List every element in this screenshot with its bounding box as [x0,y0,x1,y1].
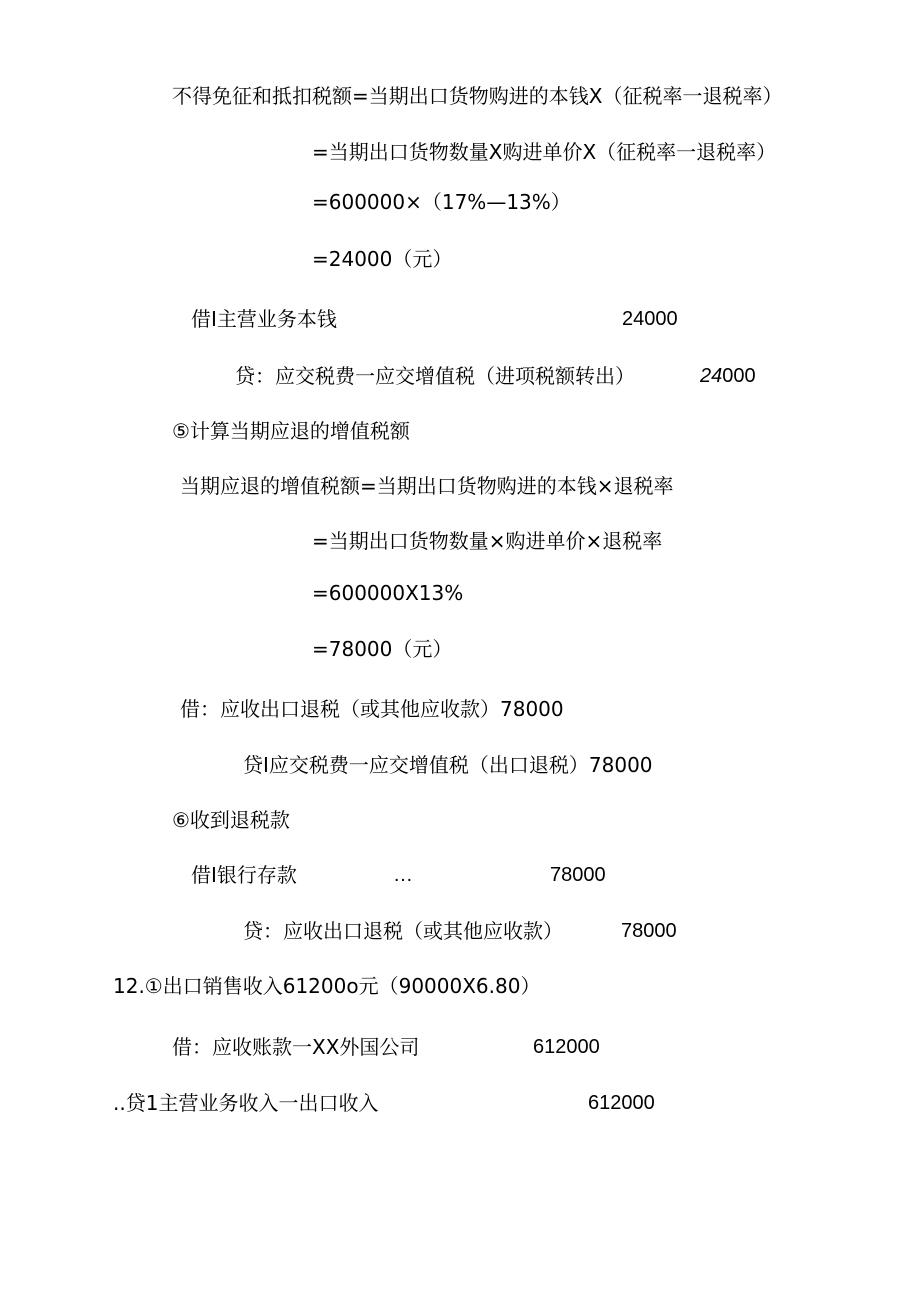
formula-line: 不得免征和抵扣税额=当期出口货物购进的本钱X（征税率一退税率） [172,84,783,108]
journal-amount-part: 000 [722,365,756,387]
section-heading: ⑥收到退税款 [172,808,290,832]
ellipsis-mark: … [393,864,413,886]
journal-amount [700,363,756,389]
formula-result: =24000（元） [312,247,453,271]
journal-debit-line: 借I主营业务本钱 [191,307,337,331]
formula-result: =78000（元） [312,637,453,661]
journal-debit-line: 借：应收出口退税（或其他应收款）78000 [180,697,564,721]
journal-credit-line: 贷I应交税费一应交增值税（出口退税）78000 [243,753,653,777]
section-heading: ⑤计算当期应退的增值税额 [172,419,410,443]
journal-debit-line: 借：应收账款一XX外国公司 [172,1035,420,1059]
journal-amount: 78000 [621,920,677,942]
section-heading: 12.①出口销售收入61200o元（90000X6.80） [113,974,541,998]
journal-credit-line: 贷：应收出口退税（或其他应收款） [243,919,563,943]
journal-amount: 612000 [533,1036,600,1058]
journal-credit-line: ..贷1主营业务收入一出口收入 [113,1091,379,1115]
journal-amount: 78000 [550,864,606,886]
formula-line: =当期出口货物数量X购进单价X（征税率一退税率） [312,140,777,164]
journal-amount-part: 24 [700,365,723,387]
formula-line: =600000X13% [312,581,464,605]
formula-line: =600000×（17%—13%） [312,190,571,214]
formula-line: =当期出口货物数量×购进单价×退税率 [312,529,663,553]
journal-debit-line: 借I银行存款 [191,863,297,887]
journal-amount: 612000 [588,1092,655,1114]
journal-credit-line: 贷：应交税费一应交增值税（进项税额转出） [235,364,635,388]
journal-amount: 24000 [622,308,678,330]
formula-line: 当期应退的增值税额=当期出口货物购进的本钱×退税率 [180,474,674,498]
